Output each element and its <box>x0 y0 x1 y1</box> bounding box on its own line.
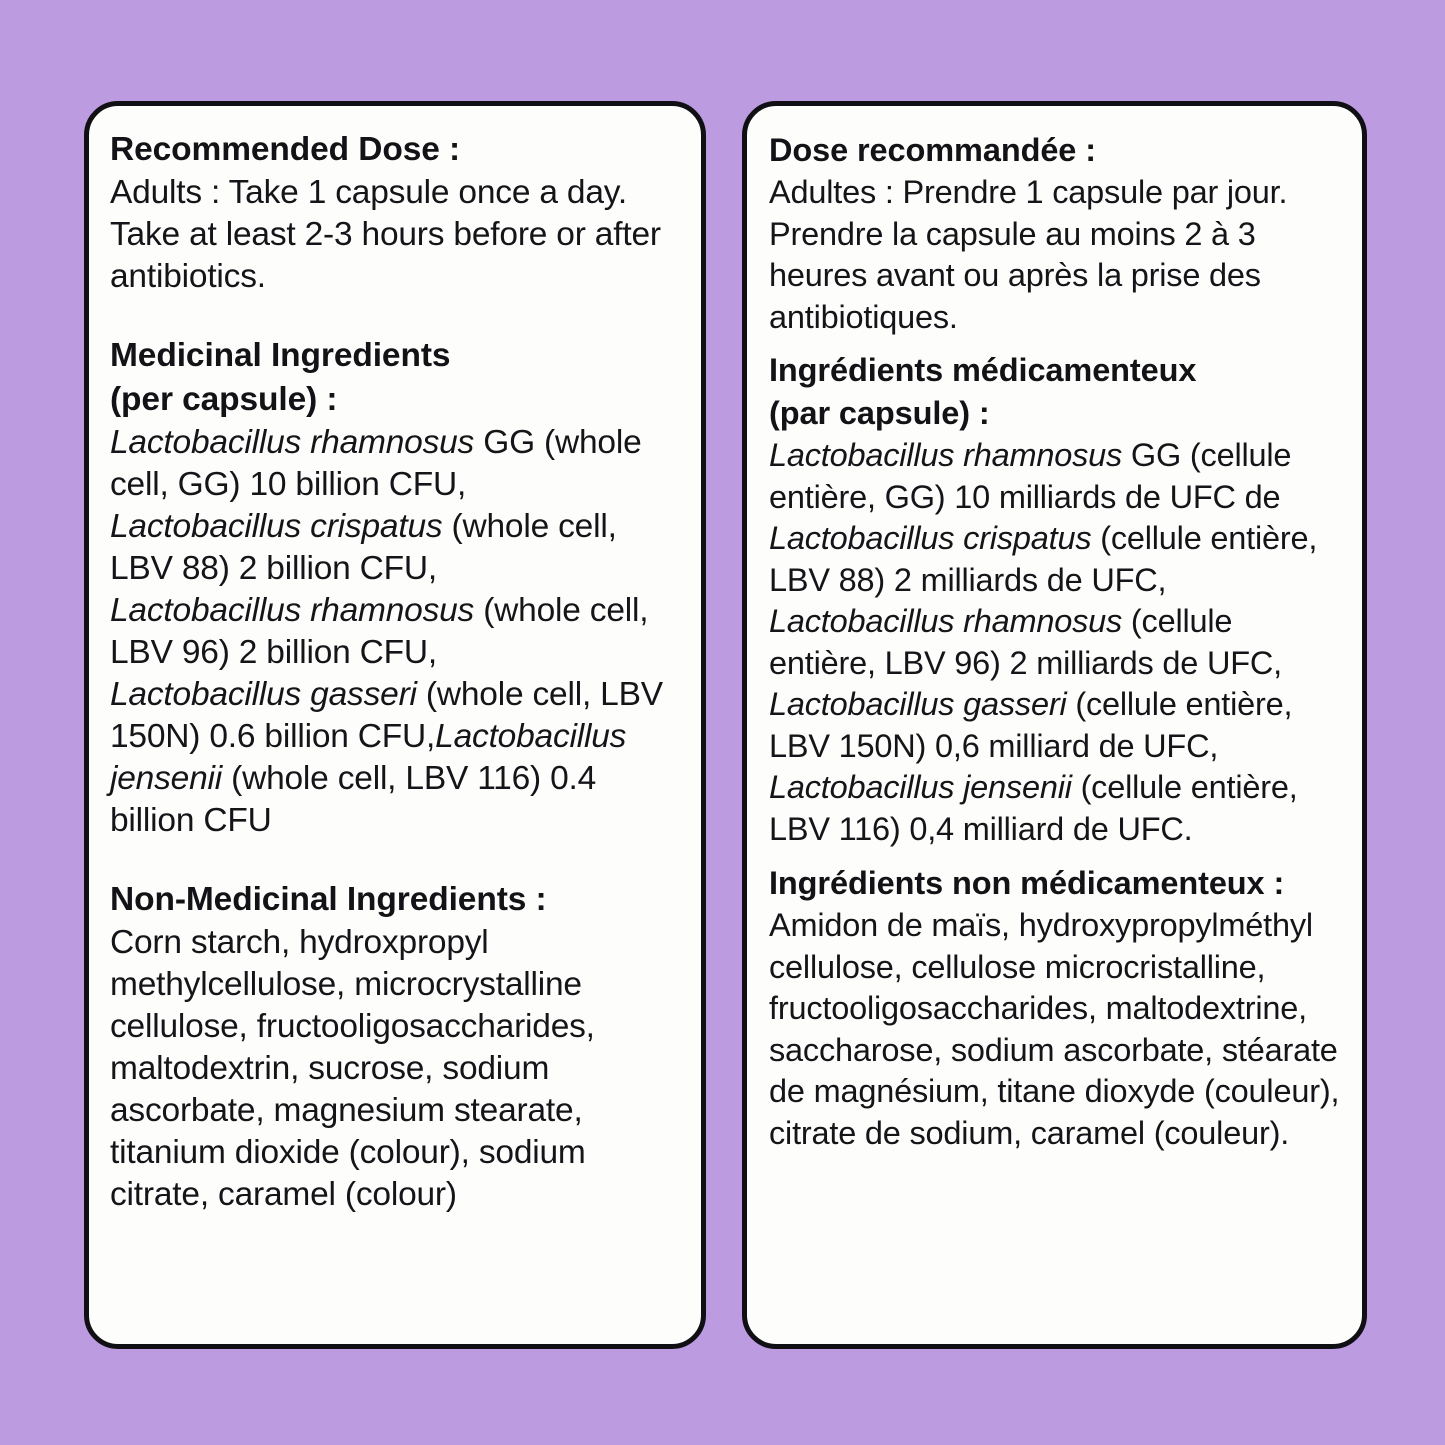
french-panel-content <box>747 106 1362 1162</box>
french-species-name: Lactobacillus crispatus <box>769 520 1092 556</box>
french-species-detail: GG (cellule entière, GG) 10 milliards de UFC de <box>769 437 1292 515</box>
french-recommended-dose-heading: Dose recommandée : <box>769 132 1096 168</box>
french-medicinal-heading-line1: Ingrédients médicamenteux <box>769 352 1197 388</box>
french-medicinal-ingredients-list <box>769 435 1345 850</box>
english-species-name: Lactobacillus gasseri <box>110 676 417 713</box>
english-species-name: Lactobacillus rhamnosus <box>110 592 475 629</box>
english-species-detail: GG (whole cell, GG) 10 billion CFU, <box>110 424 642 503</box>
english-species-detail: (whole cell, LBV 88) 2 billion CFU, <box>110 508 617 587</box>
english-species-detail: (whole cell, LBV 150N) 0.6 billion CFU, <box>110 676 663 755</box>
english-species-name: Lactobacillus rhamnosus <box>110 424 475 461</box>
english-medicinal-ingredients-section <box>110 334 681 842</box>
french-species-name: Lactobacillus gasseri <box>769 686 1067 722</box>
french-medicinal-heading-line2: (par capsule) : <box>769 395 990 431</box>
english-medicinal-heading-line2: (per capsule) : <box>110 381 338 418</box>
french-species-detail: (cellule entière, LBV 150N) 0,6 milliard de UFC, <box>769 686 1293 764</box>
french-non-medicinal-heading: Ingrédients non médicamenteux : <box>769 865 1285 901</box>
english-strain-entry <box>110 508 617 587</box>
french-recommended-dose-section <box>769 129 1345 338</box>
french-non-medicinal-section <box>769 862 1345 1154</box>
english-non-medicinal-section <box>110 878 681 1216</box>
english-recommended-dose-heading: Recommended Dose : <box>110 131 461 168</box>
french-medicinal-ingredients-section <box>769 349 1345 850</box>
french-species-detail: (cellule entière, LBV 88) 2 milliards de UFC, <box>769 520 1318 598</box>
french-recommended-dose-body: Adultes : Prendre 1 capsule par jour. Prendre la capsule au moins 2 à 3 heures avant ou après la prise des antibiotiques. <box>769 174 1288 335</box>
english-non-medicinal-body: Corn starch, hydroxpropyl methylcellulose, microcrystalline cellulose, fructooligosaccharides, maltodextrin, sucrose, sodium ascorbate, magnesium stearate, titanium dioxide (colour), sodium citrate, caramel (colour) <box>110 924 595 1213</box>
english-info-panel <box>84 101 706 1349</box>
english-non-medicinal-heading: Non-Medicinal Ingredients : <box>110 881 547 918</box>
english-species-detail: (whole cell, LBV 96) 2 billion CFU, <box>110 592 649 671</box>
english-strain-entry <box>110 592 648 671</box>
english-recommended-dose-body: Adults : Take 1 capsule once a day. Take at least 2-3 hours before or after antibiotics. <box>110 174 661 295</box>
english-medicinal-heading-line1: Medicinal Ingredients <box>110 337 451 374</box>
french-species-detail: (cellule entière, LBV 96) 2 milliards de UFC, <box>769 603 1283 681</box>
french-species-detail: (cellule entière, LBV 116) 0,4 milliard de UFC. <box>769 769 1298 847</box>
english-medicinal-ingredients-list <box>110 422 681 842</box>
french-non-medicinal-body: Amidon de maïs, hydroxypropylméthyl cellulose, cellulose microcristalline, fructooligosaccharides, maltodextrine, saccharose, sodium ascorbate, stéarate de magnésium, titane dioxyde (couleur), citrate de sodium, caramel (couleur). <box>769 907 1340 1151</box>
french-species-name: Lactobacillus rhamnosus <box>769 603 1123 639</box>
english-strain-entry <box>110 424 642 503</box>
french-species-name: Lactobacillus jensenii <box>769 769 1072 805</box>
french-species-name: Lactobacillus rhamnosus <box>769 437 1123 473</box>
english-species-detail: (whole cell, LBV 116) 0.4 billion CFU <box>110 760 597 839</box>
english-recommended-dose-section <box>110 128 681 298</box>
english-species-name: Lactobacillus jensenii <box>110 718 627 797</box>
english-species-name: Lactobacillus crispatus <box>110 508 443 545</box>
french-info-panel <box>742 101 1367 1349</box>
english-panel-content <box>89 106 701 1226</box>
